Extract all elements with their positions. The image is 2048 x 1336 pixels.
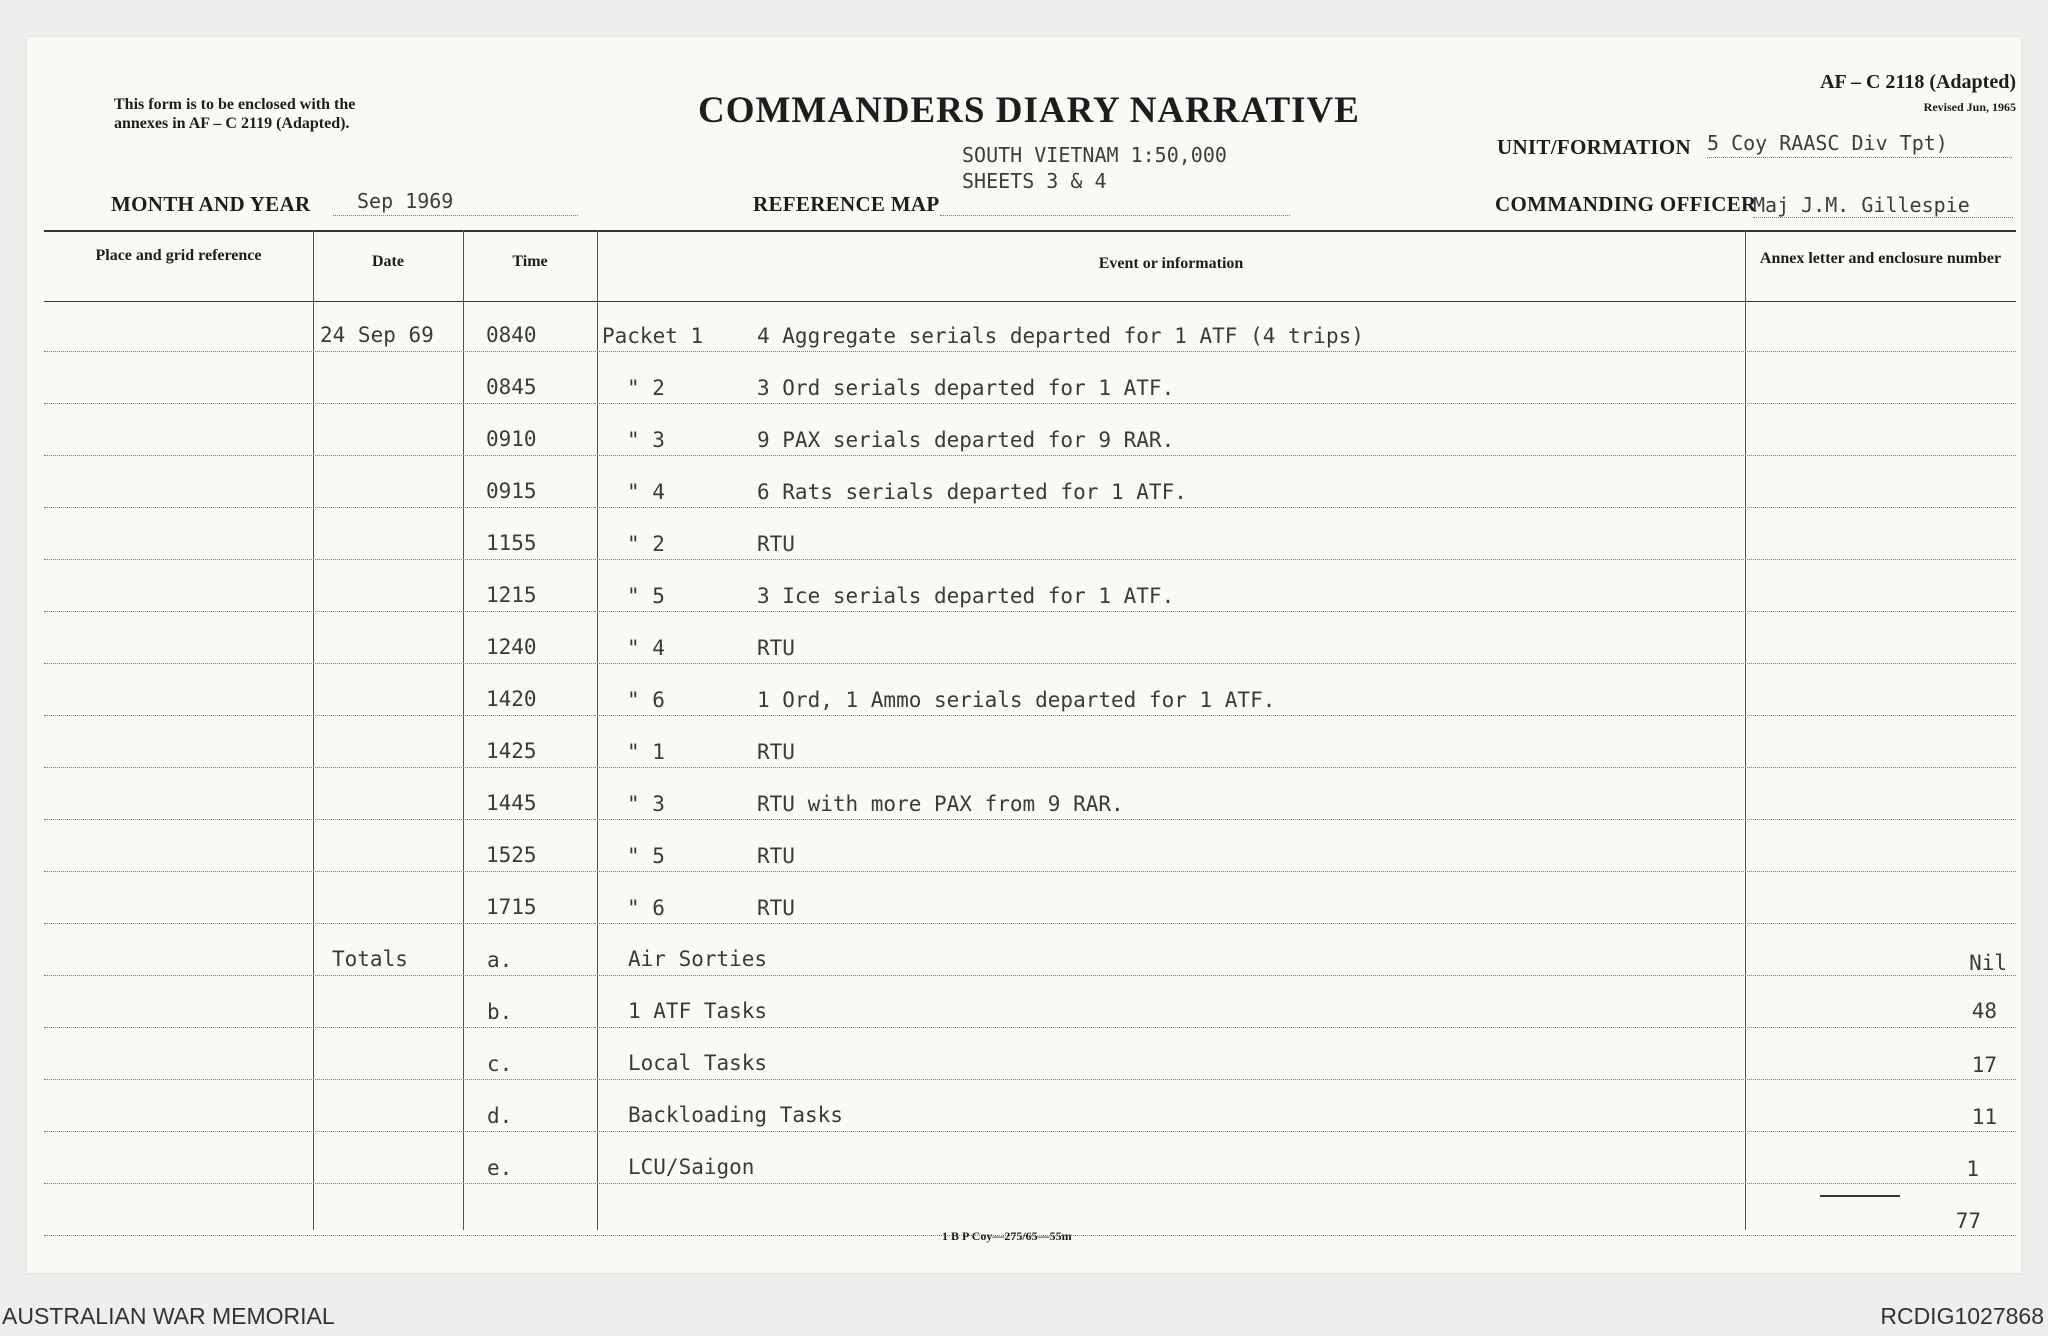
row-rule	[44, 1131, 2016, 1132]
entry-packet: " 1	[627, 740, 665, 764]
reference-map-label: REFERENCE MAP	[753, 192, 940, 216]
entry-time: 1525	[486, 843, 537, 867]
entry-packet: " 6	[627, 688, 665, 712]
unit-value: 5 Coy RAASC Div Tpt)	[1707, 131, 1948, 155]
row-rule	[44, 1183, 2016, 1184]
entry-event: RTU	[757, 844, 795, 868]
totals-value: Nil	[1969, 951, 2007, 975]
entry-packet: " 5	[627, 584, 665, 608]
form-title: COMMANDERS DIARY NARRATIVE	[698, 90, 1360, 131]
row-rule	[44, 1027, 2016, 1028]
entry-packet: " 2	[627, 376, 665, 400]
printer-code: 1 B P Coy—275/65—55m	[942, 1229, 1072, 1243]
entry-time: 0840	[486, 323, 537, 347]
entry-time: 1425	[486, 739, 537, 763]
entry-event: 9 PAX serials departed for 9 RAR.	[757, 428, 1175, 452]
entry-event: 3 Ice serials departed for 1 ATF.	[757, 584, 1175, 608]
row-rule	[44, 923, 2016, 924]
row-rule	[44, 611, 2016, 612]
totals-letter: c.	[487, 1052, 513, 1076]
totals-letter: a.	[487, 948, 513, 972]
totals-task: 1 ATF Tasks	[628, 999, 768, 1023]
totals-sum: 77	[1955, 1209, 1981, 1233]
entry-time: 0845	[486, 375, 537, 399]
entry-event: 4 Aggregate serials departed for 1 ATF (4 trips)	[757, 324, 1364, 348]
map-line-1: SOUTH VIETNAM 1:50,000	[962, 143, 1227, 167]
column-header-annex: Annex letter and enclosure number	[1759, 250, 2002, 267]
totals-value: 48	[1971, 999, 1997, 1023]
totals-task: Backloading Tasks	[628, 1103, 843, 1127]
entry-packet: " 4	[627, 636, 665, 660]
totals-label: Totals	[332, 947, 408, 971]
entry-time: 1215	[486, 583, 537, 607]
totals-value: 1	[1966, 1157, 1979, 1181]
month-year-label: MONTH AND YEAR	[111, 192, 311, 216]
totals-letter: e.	[487, 1156, 513, 1180]
entry-time: 1715	[486, 895, 537, 919]
row-rule	[44, 455, 2016, 456]
column-header-event: Event or information	[1098, 255, 1244, 272]
entry-time: 1240	[486, 635, 537, 659]
row-rule	[44, 715, 2016, 716]
totals-task: Local Tasks	[628, 1051, 768, 1075]
form-number: AF – C 2118 (Adapted)	[1820, 71, 2016, 93]
entry-packet: " 3	[627, 792, 665, 816]
entry-event: RTU	[757, 532, 795, 556]
entry-event: RTU with more PAX from 9 RAR.	[757, 792, 1124, 816]
revised-date: Revised Jun, 1965	[1923, 100, 2016, 114]
archive-credit: AUSTRALIAN WAR MEMORIAL	[2, 1303, 335, 1329]
entry-time: 0915	[486, 479, 537, 503]
column-header-time: Time	[512, 253, 548, 270]
enclosure-note-line2: annexes in AF – C 2119 (Adapted).	[114, 115, 350, 132]
row-rule	[44, 871, 2016, 872]
entry-event: RTU	[757, 740, 795, 764]
entry-packet: " 2	[627, 532, 665, 556]
totals-value: 11	[1971, 1105, 1997, 1129]
row-rule	[44, 559, 2016, 560]
diary-form-sheet	[27, 37, 2021, 1273]
row-rule	[44, 819, 2016, 820]
entry-date: 24 Sep 69	[320, 323, 434, 347]
row-rule	[44, 1079, 2016, 1080]
map-line-2: SHEETS 3 & 4	[962, 169, 1107, 193]
entry-event: 6 Rats serials departed for 1 ATF.	[757, 480, 1187, 504]
entry-time: 1155	[486, 531, 537, 555]
entry-packet: " 4	[627, 480, 665, 504]
entry-time: 0910	[486, 427, 537, 451]
entry-event: RTU	[757, 896, 795, 920]
unit-label: UNIT/FORMATION	[1497, 135, 1691, 159]
row-rule	[44, 351, 2016, 352]
entry-event: RTU	[757, 636, 795, 660]
archive-reference: RCDIG1027868	[1880, 1303, 2044, 1329]
entry-packet: " 5	[627, 844, 665, 868]
enclosure-note-line1: This form is to be enclosed with the	[114, 96, 356, 113]
enclosure-note	[114, 95, 355, 133]
row-rule	[44, 975, 2016, 976]
row-rule	[44, 403, 2016, 404]
entry-event: 3 Ord serials departed for 1 ATF.	[757, 376, 1175, 400]
entry-time: 1420	[486, 687, 537, 711]
entry-packet: Packet 1	[602, 324, 704, 348]
entry-packet: " 3	[627, 428, 665, 452]
totals-letter: b.	[487, 1000, 513, 1024]
entry-packet: " 6	[627, 896, 665, 920]
column-header-place: Place and grid reference	[95, 247, 262, 264]
entry-event: 1 Ord, 1 Ammo serials departed for 1 ATF.	[757, 688, 1276, 712]
commanding-officer-value: Maj J.M. Gillespie	[1753, 193, 1970, 217]
sum-rule	[1820, 1195, 1900, 1197]
commanding-officer-label: COMMANDING OFFICER	[1495, 192, 1757, 216]
totals-task: Air Sorties	[628, 947, 768, 971]
column-header-date: Date	[372, 253, 404, 270]
entry-time: 1445	[486, 791, 537, 815]
totals-letter: d.	[487, 1104, 513, 1128]
totals-value: 17	[1971, 1053, 1997, 1077]
row-rule	[44, 767, 2016, 768]
totals-task: LCU/Saigon	[628, 1155, 755, 1179]
month-year-value: Sep 1969	[357, 189, 454, 213]
row-rule	[44, 663, 2016, 664]
row-rule	[44, 507, 2016, 508]
